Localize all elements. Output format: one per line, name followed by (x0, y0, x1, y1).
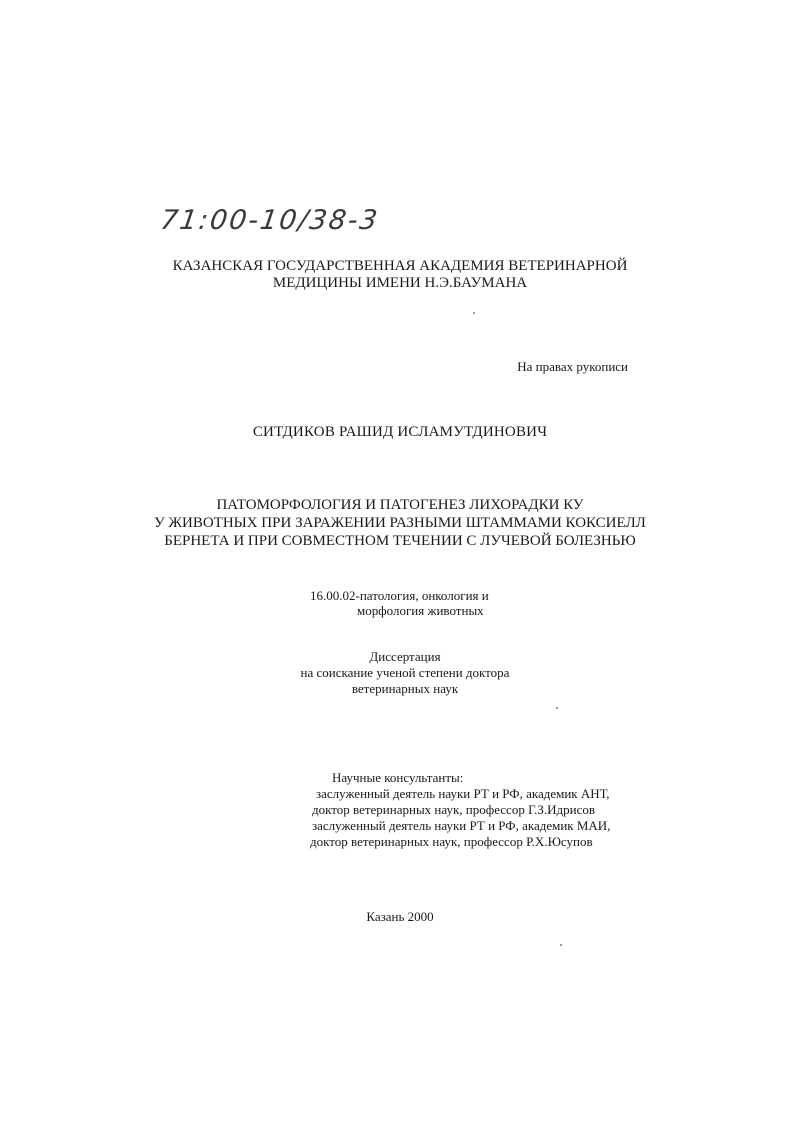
scan-speck (560, 944, 562, 946)
specialty-line-1: 16.00.02-патология, онкология и (310, 588, 489, 603)
scientific-consultants (300, 770, 660, 850)
consultant-2-name: доктор ветеринарных наук, профессор Р.Х.Юсупов (310, 834, 593, 849)
consultant-2-title: заслуженный деятель науки РТ и РФ, академик МАИ, (312, 818, 611, 833)
degree-line-3: ветеринарных наук (351, 681, 459, 696)
handwritten-archive-code: 71:00-10/38-3 (158, 205, 382, 236)
author-name: СИТДИКОВ РАШИД ИСЛАМУТДИНОВИЧ (252, 424, 548, 440)
degree-statement (200, 649, 610, 697)
consultant-1-name: доктор ветеринарных наук, профессор Г.З.Идрисов (312, 802, 596, 817)
title-line-2: У ЖИВОТНЫХ ПРИ ЗАРАЖЕНИИ РАЗНЫМИ ШТАММАМИ КОКСИЕЛЛ (154, 515, 646, 531)
city-and-year: Казань 2000 (366, 909, 434, 924)
scan-speck (556, 707, 558, 709)
dissertation-title (100, 496, 700, 550)
degree-line-1: Диссертация (369, 649, 441, 664)
title-line-1: ПАТОМОРФОЛОГИЯ И ПАТОГЕНЕЗ ЛИХОРАДКИ КУ (216, 497, 584, 513)
title-line-3: БЕРНЕТА И ПРИ СОВМЕСТНОМ ТЕЧЕНИИ С ЛУЧЕВОЙ БОЛЕЗНЬЮ (164, 533, 636, 549)
institution-name (100, 258, 700, 292)
manuscript-note: На правах рукописи (517, 359, 628, 374)
scan-speck (473, 312, 475, 314)
institution-line-2: МЕДИЦИНЫ ИМЕНИ Н.Э.БАУМАНА (272, 275, 528, 291)
consultant-1-title: заслуженный деятель науки РТ и РФ, академик АНТ, (316, 786, 610, 801)
specialty-code (200, 588, 600, 618)
consultants-heading: Научные консультанты: (332, 770, 464, 785)
specialty-line-2: морфология животных (357, 603, 484, 618)
degree-line-2: на соискание ученой степени доктора (300, 665, 510, 680)
institution-line-1: КАЗАНСКАЯ ГОСУДАРСТВЕННАЯ АКАДЕМИЯ ВЕТЕРИНАРНОЙ (172, 258, 628, 274)
